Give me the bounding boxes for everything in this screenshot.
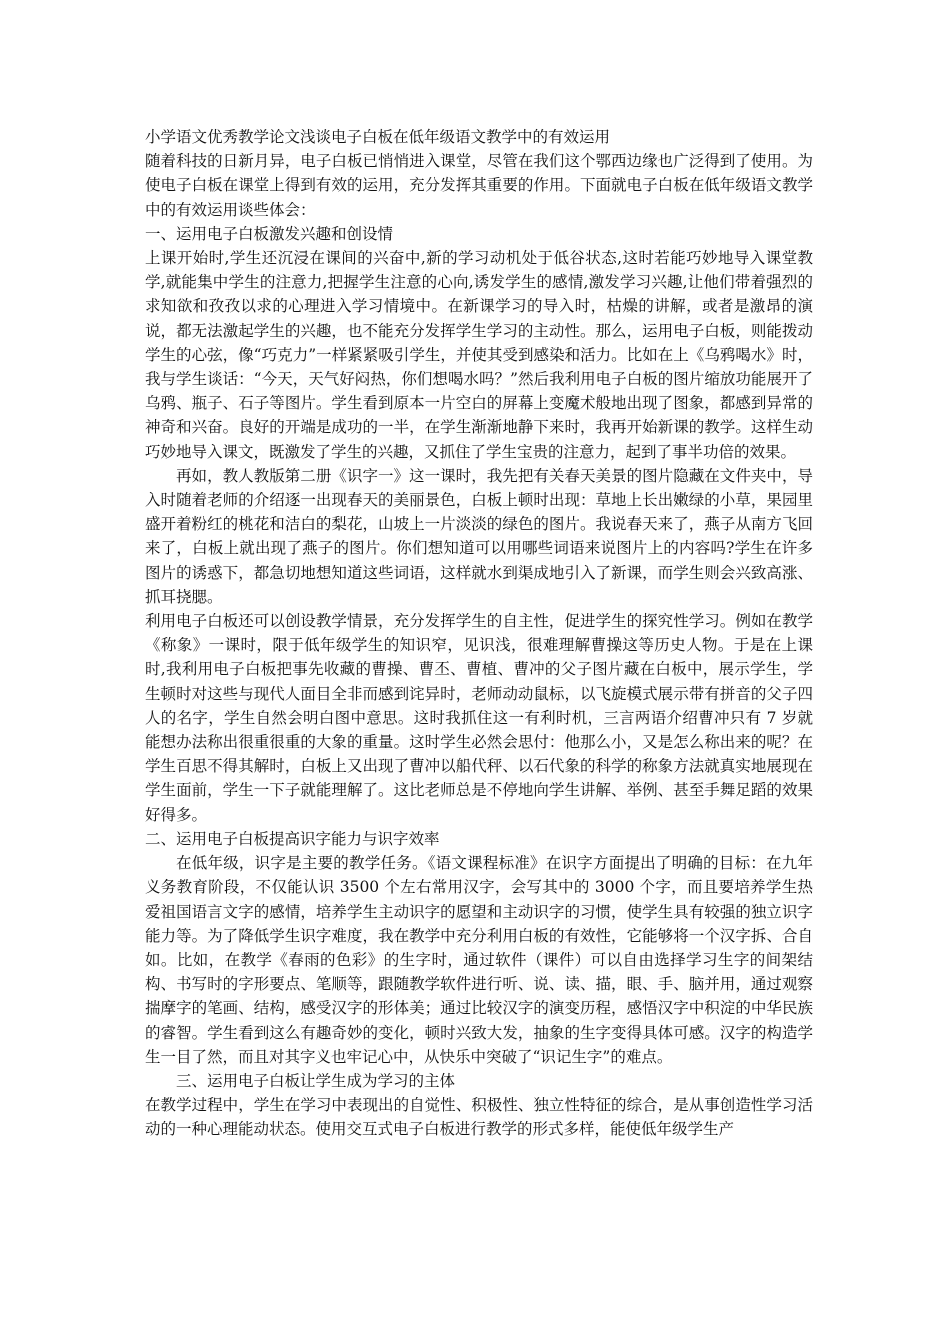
section-1-heading: 一、运用电子白板激发兴趣和创设情 — [145, 224, 394, 243]
section-2-heading: 二、运用电子白板提高识字能力与识字效率 — [145, 829, 440, 848]
section-2-paragraph-1: 在低年级，识字是主要的教学任务。《语文课程标准》在识字方面提出了明确的目标：在九年义务教育阶段，不仅能认识 3500 个左右常用汉字，会写其中的 3000 个字，而且要培养学生热爱祖国语言文字的感情，培养学生主动识字的愿望和主动识字的习惯，使学生具有较强的独立识字能力等。为了降低学生识字难度，我在教学中充分利用白板的有效性，它能够将一个汉字拆、合自如。比如，在教学《春雨的色彩》的生字时，通过软件（课件）可以自由选择学习生字的间架结构、书写时的字形要点、笔顺等，跟随教学软件进行听、说、读、描，眼、手、脑并用，通过观察揣摩字的笔画、结构，感受汉字的形体美；通过比较汉字的演变历程，感悟汉字中积淀的中华民族的睿智。学生看到这么有趣奇妙的变化，顿时兴致大发，抽象的生字变得具体可感。汉字的构造学生一目了然，而且对其字义也牢记心中，从快乐中突破了“识记生字”的难点。 — [145, 854, 813, 1066]
document-title: 小学语文优秀教学论文浅谈电子白板在低年级语文教学中的有效运用 — [145, 128, 611, 146]
section-3-paragraph-1: 在教学过程中，学生在学习中表现出的自觉性、积极性、独立性特征的综合，是从事创造性学习活动的一种心理能动状态。使用交互式电子白板进行教学的形式多样，能使低年级学生产 — [145, 1096, 813, 1139]
section-1-paragraph-3: 利用电子白板还可以创设教学情景，充分发挥学生的自主性，促进学生的探究性学习。例如在教学《称象》一课时，限于低年级学生的知识窄，见识浅，很难理解曹操这等历史人物。于是在上课时,我利用电子白板把事先收藏的曹操、曹丕、曹植、曹冲的父子图片藏在白板中，展示学生，学生顿时对这些与现代人面目全非而感到诧异时，老师动动鼠标，以飞旋模式展示带有拼音的父子四人的名字，学生自然会明白图中意思。这时我抓住这一有利时机，三言两语介绍曹冲只有 7 岁就能想办法称出很重很重的大象的重量。这时学生必然会思付：他那么小，又是怎么称出来的呢？在学生百思不得其解时，白板上又出现了曹冲以船代秤、以石代象的科学的称象方法就真实地展现在学生面前，学生一下子就能理解了。这比老师总是不停地向学生讲解、举例、甚至手舞足蹈的效果好得多。 — [145, 612, 813, 824]
section-1-paragraph-1: 上课开始时,学生还沉浸在课间的兴奋中,新的学习动机处于低谷状态,这时若能巧妙地导入课堂教学,就能集中学生的注意力,把握学生注意的心向,诱发学生的感情,激发学习兴趣,让他们带着强烈的求知欲和孜孜以求的心理进入学习情境中。在新课学习的导入时，枯燥的讲解，或者是激昂的演说，都无法激起学生的兴趣，也不能充分发挥学生学习的主动性。那么，运用电子白板，则能拨动学生的心弦，像“巧克力”一样紧紧吸引学生，并使其受到感染和活力。比如在上《乌鸦喝水》时，我与学生谈话：“今天，天气好闷热，你们想喝水吗？”然后我利用电子白板的图片缩放功能展开了乌鸦、瓶子、石子等图片。学生看到原本一片空白的屏幕上变魔术般地出现了图象，都感到异常的神奇和兴奋。良好的开端是成功的一半，在学生渐渐地静下来时，我再开始新课的教学。这样生动巧妙地导入课文，既激发了学生的兴趣，又抓住了学生宝贵的注意力，起到了事半功倍的效果。 — [145, 249, 813, 461]
document-page — [145, 125, 813, 1142]
section-3-heading: 三、运用电子白板让学生成为学习的主体 — [176, 1071, 456, 1090]
intro-paragraph: 随着科技的日新月异，电子白板已悄悄进入课堂，尽管在我们这个鄂西边缘也广泛得到了使用。为使电子白板在课堂上得到有效的运用，充分发挥其重要的作用。下面就电子白板在低年级语文教学中的有效运用谈些体会： — [145, 152, 813, 219]
section-1-paragraph-2: 再如，教人教版第二册《识字一》这一课时，我先把有关春天美景的图片隐藏在文件夹中，导入时随着老师的介绍逐一出现春天的美丽景色，白板上顿时出现：草地上长出嫩绿的小草，果园里盛开着粉红的桃花和洁白的梨花，山坡上一片淡淡的绿色的图片。我说春天来了，燕子从南方飞回来了，白板上就出现了燕子的图片。你们想知道可以用哪些词语来说图片上的内容吗?学生在许多图片的诱惑下，都急切地想知道这些词语，这样就水到渠成地引入了新课，而学生则会兴致高涨、抓耳挠腮。 — [145, 466, 813, 606]
